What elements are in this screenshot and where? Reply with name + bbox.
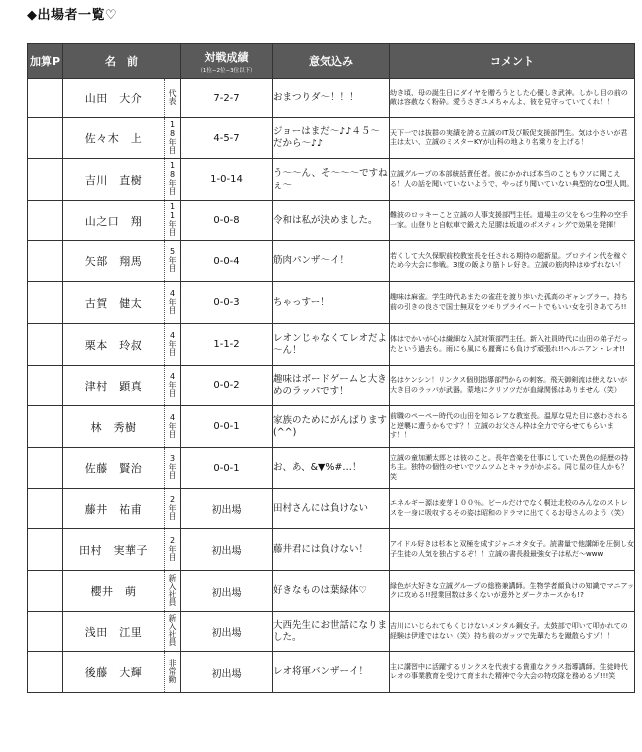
comment-cell: 趣味は麻雀。学生時代あまたの雀荘を渡り歩いた孤高のギャンブラー。持ち前の引きの良さで国士無双をツモりプライベートでもいい女を引きあてろ!! xyxy=(390,282,635,324)
points-cell xyxy=(28,366,63,406)
zest-cell: おまつりダ～！！！ xyxy=(273,79,390,118)
record-cell: 0-0-3 xyxy=(181,282,273,324)
participant-name: 矢部 翔馬 xyxy=(63,241,165,282)
table-row xyxy=(28,241,635,282)
zest-cell: お、あ、&▼%#…！ xyxy=(273,448,390,489)
record-cell: 4-5-7 xyxy=(181,118,273,159)
table-header-row xyxy=(28,44,635,79)
record-cell: 初出場 xyxy=(181,571,273,612)
comment-cell: 幼き頃、母の誕生日にダイヤを贈ろうとした心優しき武神。しかし目の前の敵は容赦なく粉砕。愛うさぎユメちゃんよ、彼を見守っていてくれ！！ xyxy=(390,79,635,118)
points-cell xyxy=(28,324,63,366)
zest-cell: 家族のためにがんばります(^^) xyxy=(273,406,390,448)
participant-name: 後藤 大輝 xyxy=(63,652,165,693)
zest-cell: ジョーはまだ～♪♪４５～だから～♪♪ xyxy=(273,118,390,159)
tenure-label: 18年目 xyxy=(168,119,177,154)
tenure-label: 代表 xyxy=(168,88,177,105)
table-row xyxy=(28,612,635,652)
participant-name: 山之口 翔 xyxy=(63,201,165,241)
participant-name: 栗本 玲叔 xyxy=(63,324,165,366)
points-cell xyxy=(28,201,63,241)
tenure-cell xyxy=(165,571,181,612)
participant-name: 津村 顕真 xyxy=(63,366,165,406)
points-cell xyxy=(28,652,63,693)
participant-name: 田村 実華子 xyxy=(63,529,165,571)
header-record-sub: （1位−2位−3位以下） xyxy=(197,67,256,74)
tenure-cell xyxy=(165,406,181,448)
tenure-cell xyxy=(165,529,181,571)
tenure-label: 3年目 xyxy=(168,454,177,479)
points-cell xyxy=(28,406,63,448)
points-cell xyxy=(28,529,63,571)
tenure-label: 新入社員 xyxy=(168,573,177,606)
table-row xyxy=(28,406,635,448)
comment-cell: 吉川にいじられてもくじけないメンタル鋼女子。太鼓部で叩いて叩かれての経験は伊達ではない（笑）持ち前のガッツで先輩たちを蹴散らすゾ！！ xyxy=(390,612,635,652)
table-row xyxy=(28,79,635,118)
table-row xyxy=(28,366,635,406)
tenure-label: 4年目 xyxy=(168,371,177,397)
table-row xyxy=(28,118,635,159)
participant-name: 佐々木 上 xyxy=(63,118,165,159)
points-cell xyxy=(28,241,63,282)
tenure-cell xyxy=(165,324,181,366)
participant-name: 吉川 直樹 xyxy=(63,159,165,201)
points-cell xyxy=(28,282,63,324)
tenure-label: 新入社員 xyxy=(168,614,177,646)
tenure-cell xyxy=(165,366,181,406)
participant-name: 古賀 健太 xyxy=(63,282,165,324)
table-row xyxy=(28,201,635,241)
comment-cell: 名はケンシン！リンクス個別指導部門からの刺客。飛天御剣流は使えないが大き目のラッパが武器。蒙地にクリソツだが血縁関係はありません（笑） xyxy=(390,366,635,406)
comment-cell: 緑色が大好きな立誠グループの総務兼講師。生物学者顔負けの知識でマニアックに攻める!!授業回数は多くないが意外とダークホースかも!? xyxy=(390,571,635,612)
tenure-cell xyxy=(165,448,181,489)
tenure-label: 11年目 xyxy=(168,202,177,236)
zest-cell: レオ将軍バンザーイ！ xyxy=(273,652,390,693)
record-cell: 1-0-14 xyxy=(181,159,273,201)
table-row xyxy=(28,159,635,201)
header-name: 名 前 xyxy=(63,44,181,79)
table-row xyxy=(28,652,635,693)
table-row xyxy=(28,529,635,571)
zest-cell: レオンじゃなくてレオだよ～ん！ xyxy=(273,324,390,366)
tenure-label: 18年目 xyxy=(168,161,177,195)
table-row xyxy=(28,571,635,612)
comment-cell: 立誠グループの本部統括責任者。彼にかかれば本当のこともウソに聞こえる！人の話を聞いていないようで、やっぱり聞いていない典型的なO型人間。 xyxy=(390,159,635,201)
participant-name: 山田 大介 xyxy=(63,79,165,118)
zest-cell: 趣味はボードゲームと大きめのラッパです！ xyxy=(273,366,390,406)
participant-name: 林 秀樹 xyxy=(63,406,165,448)
record-cell: 0-0-1 xyxy=(181,406,273,448)
record-cell: 初出場 xyxy=(181,652,273,693)
zest-cell: 好きなものは葉緑体♡ xyxy=(273,571,390,612)
tenure-label: 2年目 xyxy=(168,535,177,561)
record-cell: 初出場 xyxy=(181,529,273,571)
tenure-label: 4年目 xyxy=(168,330,177,356)
record-cell: 0-0-8 xyxy=(181,201,273,241)
zest-cell: 令和は私が決めました。 xyxy=(273,201,390,241)
points-cell xyxy=(28,159,63,201)
table-row xyxy=(28,489,635,529)
points-cell xyxy=(28,118,63,159)
participant-name: 藤井 祐甫 xyxy=(63,489,165,529)
tenure-label: 4年目 xyxy=(168,412,177,438)
participant-table xyxy=(27,43,635,693)
points-cell xyxy=(28,612,63,652)
tenure-label: 5年目 xyxy=(168,247,177,272)
comment-cell: 前職のペーペー時代の山田を知るレアな教室長。温厚な見た目に惑わされると逆襲に遭うかもです？！立誠のお父さん枠は全力で守らせてもらいます！！ xyxy=(390,406,635,448)
comment-cell: 天下一では抜群の実績を誇る立誠のIT及び販促支援部門生。気は小さいが君主は太い、立誠のミスターKYが山科の地より名乗りを上げる！ xyxy=(390,118,635,159)
tenure-cell xyxy=(165,282,181,324)
comment-cell: 体はでかいが心は繊細な入試対策部門主任。新入社員時代に山田の弟子だったという過去も。雨にも風にも麗膏にも負けず頑張れ!!ヘルニアン・レオ!! xyxy=(390,324,635,366)
record-cell: 1-1-2 xyxy=(181,324,273,366)
zest-cell: う～～ん、そ～～～ですねぇ～ xyxy=(273,159,390,201)
tenure-label: 4年目 xyxy=(168,288,177,314)
participant-name: 櫻井 萌 xyxy=(63,571,165,612)
points-cell xyxy=(28,448,63,489)
header-comment: コメント xyxy=(390,44,635,79)
points-cell xyxy=(28,489,63,529)
record-cell: 0-0-1 xyxy=(181,448,273,489)
comment-cell: エネルギー源は麦芽１００％。ビールだけでなく桐辻北校のみんなのストレスを一身に吸収するその姿は昭和のドラマに出てくるお母さんのよう（笑） xyxy=(390,489,635,529)
tenure-cell xyxy=(165,489,181,529)
record-cell: 7-2-7 xyxy=(181,79,273,118)
record-cell: 初出場 xyxy=(181,612,273,652)
header-record xyxy=(181,44,273,79)
comment-cell: 若くして大久保駅前校教室長を任される期待の超新星。プロテイン代を稼ぐため今大会に参戦。3度の飯より筋トレ好き。立誠の筋肉枠はゆずれない！ xyxy=(390,241,635,282)
zest-cell: 田村さんには負けない xyxy=(273,489,390,529)
participant-name: 浅田 江里 xyxy=(63,612,165,652)
header-points: 加算P xyxy=(28,44,63,79)
page-title: ◆出場者一覧♡ xyxy=(27,8,118,23)
tenure-cell xyxy=(165,118,181,159)
tenure-cell xyxy=(165,652,181,693)
table-row xyxy=(28,282,635,324)
tenure-cell xyxy=(165,159,181,201)
tenure-cell xyxy=(165,241,181,282)
tenure-cell xyxy=(165,79,181,118)
participant-name: 佐藤 賢治 xyxy=(63,448,165,489)
comment-cell: 難波のロッキーこと立誠の人事支援部門主任。道場主の父をもつ生粋の空手一家。山登りと自転車で鍛えた足腰は坂道のポスティングで効果を発揮！ xyxy=(390,201,635,241)
tenure-cell xyxy=(165,612,181,652)
tenure-cell xyxy=(165,201,181,241)
tenure-label: 非常勤 xyxy=(168,658,177,683)
zest-cell: 大西先生にお世話になりました。 xyxy=(273,612,390,652)
points-cell xyxy=(28,571,63,612)
header-record-label: 対戦成績 xyxy=(204,50,249,64)
points-cell xyxy=(28,79,63,118)
zest-cell: 藤井君には負けない！ xyxy=(273,529,390,571)
table-row xyxy=(28,324,635,366)
record-cell: 初出場 xyxy=(181,489,273,529)
comment-cell: 主に講習中に活躍するリンクスを代表する貴重なクラス指導講師。生徒時代レオの事業教育を受けて育まれた精神で今大会の特攻隊を務めるゾ!!!笑 xyxy=(390,652,635,693)
record-cell: 0-0-2 xyxy=(181,366,273,406)
table-row xyxy=(28,448,635,489)
zest-cell: 筋肉パンザ～イ！ xyxy=(273,241,390,282)
tenure-label: 2年目 xyxy=(168,494,177,520)
comment-cell: 立誠の童加瀬太郎とは彼のこと。長年音楽を仕事にしていた異色の経歴の持ち主。独特の個性のせいでツムツムとキャラがかぶる。同じ星の住人かも？笑 xyxy=(390,448,635,489)
comment-cell: アイドル好きは杉本と双極を成すジャニオタ女子。読書量で他講師を圧倒し女子生徒の人気を独占するぞ！！立誠の書長殺最強女子は私だ～www xyxy=(390,529,635,571)
header-zest: 意気込み xyxy=(273,44,390,79)
zest-cell: ちゃっすー！ xyxy=(273,282,390,324)
record-cell: 0-0-4 xyxy=(181,241,273,282)
